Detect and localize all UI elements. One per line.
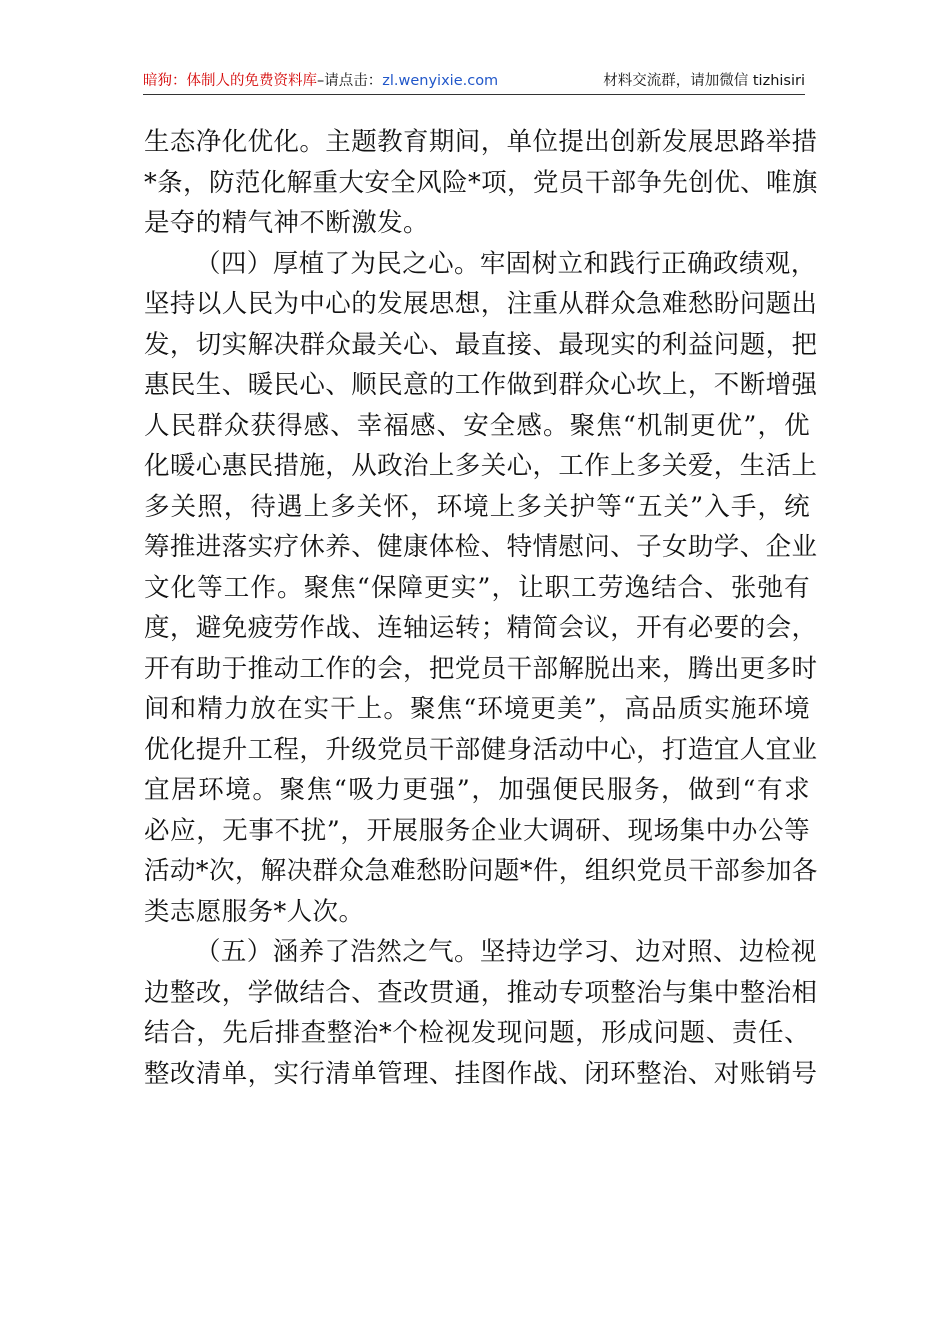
- text-line: 开有助于推动工作的会，把党员干部解脱出来，腾出更多时: [144, 653, 818, 684]
- text-line: 是夺的精气神不断激发。: [144, 208, 429, 238]
- header-url-link[interactable]: zl.wenyixie.com: [382, 73, 499, 89]
- text-line: 坚持以人民为中心的发展思想，注重从群众急难愁盼问题出: [144, 289, 818, 319]
- text-line: 整改清单，实行清单管理、挂图作战、闭环整治、对账销号: [144, 1058, 818, 1089]
- text-line: 文化等工作。聚焦“保障更实”，让职工劳逸结合、张弛有: [144, 572, 810, 603]
- text-line: 人民群众获得感、幸福感、安全感。聚焦“机制更优”，优: [144, 410, 810, 441]
- text-line: 必应，无事不扰”，开展服务企业大调研、现场集中办公等: [144, 815, 810, 846]
- text-line: *条，防范化解重大安全风险*项，党员干部争先创优、唯旗: [144, 167, 818, 198]
- text-line: 惠民生、暖民心、顺民意的工作做到群众心坎上，不断增强: [144, 370, 818, 400]
- text-line: 结合，先后排查整治*个检视发现问题，形成问题、责任、: [144, 1018, 810, 1048]
- header-contact: 材料交流群，请加微信 tizhisiri: [603, 73, 805, 89]
- text-line: 活动*次，解决群众急难愁盼问题*件，组织党员干部参加各: [144, 856, 818, 886]
- section-heading-line: （四）厚植了为民之心。牢固树立和践行正确政绩观，: [195, 248, 817, 279]
- text-line: 度，避免疲劳作战、连轴运转；精简会议，开有必要的会，: [144, 613, 818, 643]
- text-line: 类志愿服务*人次。: [144, 896, 365, 927]
- text-line: 间和精力放在实干上。聚焦“环境更美”，高品质实施环境: [144, 694, 810, 724]
- text-line: 筹推进落实疗休养、健康体检、特情慰问、子女助学、企业: [144, 532, 818, 562]
- header-source: [143, 70, 498, 94]
- page-header: [143, 70, 805, 95]
- text-line: 生态净化优化。主题教育期间，单位提出创新发展思路举措: [144, 127, 818, 157]
- document-body: [144, 122, 818, 1094]
- header-click-label: –请点击：: [317, 73, 383, 89]
- header-source-label: 暗狗：体制人的免费资料库: [143, 73, 317, 89]
- text-line: 发，切实解决群众最关心、最直接、最现实的利益问题，把: [144, 329, 818, 360]
- text-line: 多关照，待遇上多关怀，环境上多关护等“五关”入手，统: [144, 491, 810, 522]
- section-heading-line: （五）涵养了浩然之气。坚持边学习、边对照、边检视: [195, 937, 817, 967]
- text-line: 化暖心惠民措施，从政治上多关心，工作上多关爱，生活上: [144, 451, 818, 481]
- text-line: 宜居环境。聚焦“吸力更强”，加强便民服务，做到“有求: [144, 775, 810, 805]
- text-line: 边整改，学做结合、查改贯通，推动专项整治与集中整治相: [144, 977, 818, 1008]
- text-line: 优化提升工程，升级党员干部健身活动中心，打造宜人宜业: [144, 734, 818, 765]
